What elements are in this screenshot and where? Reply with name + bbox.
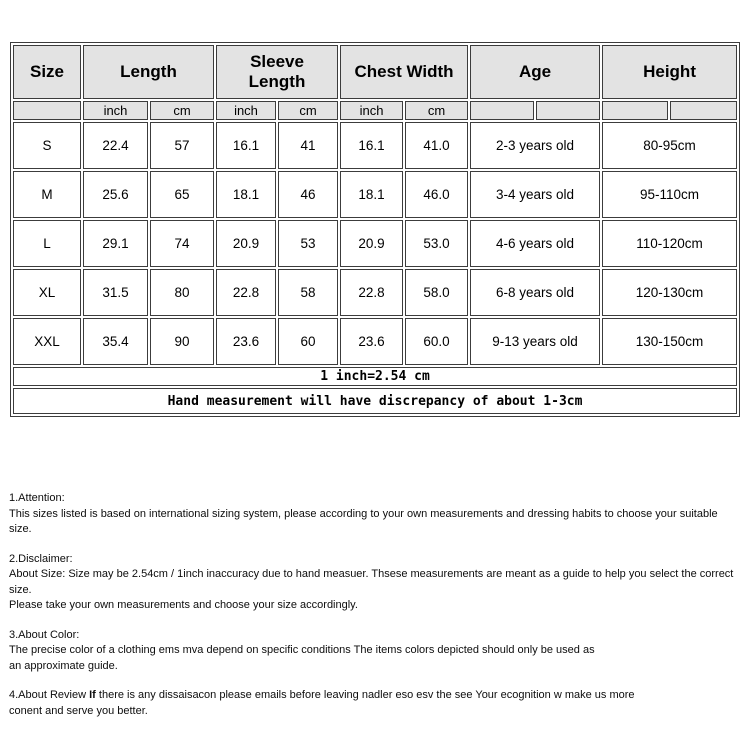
table-cell: 22.8 [340,269,403,316]
note-disclaimer-text-1: About Size: Size may be 2.54cm / 1inch inaccuracy due to hand measuer. Thsese measurements are meant as a guide to help you select the correct size. [9,568,734,596]
table-cell: L [13,220,81,267]
table-cell: XXL [13,318,81,365]
note-about-color-title: 3.About Color: [9,628,80,641]
unit-row [13,101,737,120]
note-about-review-lead: 4.About Review [9,689,90,701]
table-cell: 16.1 [340,122,403,169]
note-attention-title: 1.Attention: [9,492,65,504]
note-attention-text: This sizes listed is based on international sizing system, please according to your own measurements and dressing habits to choose your suitable size. [9,507,718,535]
table-cell: 80-95cm [602,122,737,169]
note-disclaimer-title: 2.Disclaimer: [9,552,73,565]
table-row [13,220,737,267]
header-row [13,45,737,99]
table-cell: 41.0 [405,122,468,169]
table-cell: 60.0 [405,318,468,365]
table-cell: 46.0 [405,171,468,218]
table-cell: 95-110cm [602,171,737,218]
table-cell: 9-13 years old [470,318,600,365]
unit-cell-chest-inch: inch [340,101,403,120]
unit-cell-length-inch: inch [83,101,148,120]
table-row [13,269,737,316]
table-cell: 41 [278,122,338,169]
table-cell: 58.0 [405,269,468,316]
note-about-color-text-2: an approximate guide. [9,659,118,672]
table-row [13,171,737,218]
table-cell: 90 [150,318,214,365]
note-about-review [9,688,743,719]
table-row [13,122,737,169]
unit-cell-empty [670,101,737,120]
note-about-color-text-1: The precise color of a clothing ems mva depend on specific conditions The items colors depicted should only be used as [9,644,595,656]
note-about-color [9,628,743,675]
unit-cell-empty [536,101,600,120]
table-row [13,318,737,365]
table-cell: 20.9 [340,220,403,267]
note-disclaimer [9,552,743,614]
notes-section [9,491,743,733]
table-cell: 3-4 years old [470,171,600,218]
table-cell: 20.9 [216,220,276,267]
unit-cell-empty [602,101,668,120]
table-cell: 23.6 [340,318,403,365]
unit-cell-sleeve-cm: cm [278,101,338,120]
note-about-review-text-2: conent and serve you better. [9,704,148,717]
table-cell: 130-150cm [602,318,737,365]
table-cell: 53 [278,220,338,267]
column-header-sleeve-length: Sleeve Length [216,45,338,99]
note-about-review-bold: If [89,689,96,701]
measurement-note-row [13,388,737,414]
table-cell: 58 [278,269,338,316]
table-cell: XL [13,269,81,316]
table-cell: S [13,122,81,169]
column-header-age: Age [470,45,600,99]
unit-cell-chest-cm: cm [405,101,468,120]
table-cell: 65 [150,171,214,218]
unit-cell-empty [470,101,534,120]
table-cell: 29.1 [83,220,148,267]
table-cell: 120-130cm [602,269,737,316]
size-table-body [13,122,737,365]
table-cell: 23.6 [216,318,276,365]
table-cell: 16.1 [216,122,276,169]
table-cell: 74 [150,220,214,267]
table-cell: 18.1 [216,171,276,218]
unit-cell-sleeve-inch: inch [216,101,276,120]
table-cell: 110-120cm [602,220,737,267]
table-cell: 53.0 [405,220,468,267]
size-chart-table [10,42,740,417]
table-cell: 60 [278,318,338,365]
table-cell: M [13,171,81,218]
table-cell: 25.6 [83,171,148,218]
note-about-review-rest: there is any dissaisacon please emails before leaving nadler eso esv the see Your ecognition w make us more [95,689,635,701]
measurement-note: Hand measurement will have discrepancy of about 1-3cm [13,388,737,414]
unit-cell-length-cm: cm [150,101,214,120]
conversion-note: 1 inch=2.54 cm [13,367,737,386]
note-about-review-text-1 [9,688,743,704]
column-header-length: Length [83,45,214,99]
note-attention [9,491,743,538]
note-disclaimer-text-2: Please take your own measurements and choose your size accordingly. [9,599,358,611]
table-cell: 18.1 [340,171,403,218]
conversion-note-row [13,367,737,386]
table-cell: 22.4 [83,122,148,169]
table-cell: 57 [150,122,214,169]
unit-cell-empty [13,101,81,120]
size-chart-container [10,42,740,417]
column-header-height: Height [602,45,737,99]
table-cell: 35.4 [83,318,148,365]
table-cell: 6-8 years old [470,269,600,316]
table-cell: 2-3 years old [470,122,600,169]
column-header-chest-width: Chest Width [340,45,468,99]
table-cell: 80 [150,269,214,316]
column-header-size: Size [13,45,81,99]
table-cell: 22.8 [216,269,276,316]
table-cell: 31.5 [83,269,148,316]
table-cell: 46 [278,171,338,218]
table-cell: 4-6 years old [470,220,600,267]
